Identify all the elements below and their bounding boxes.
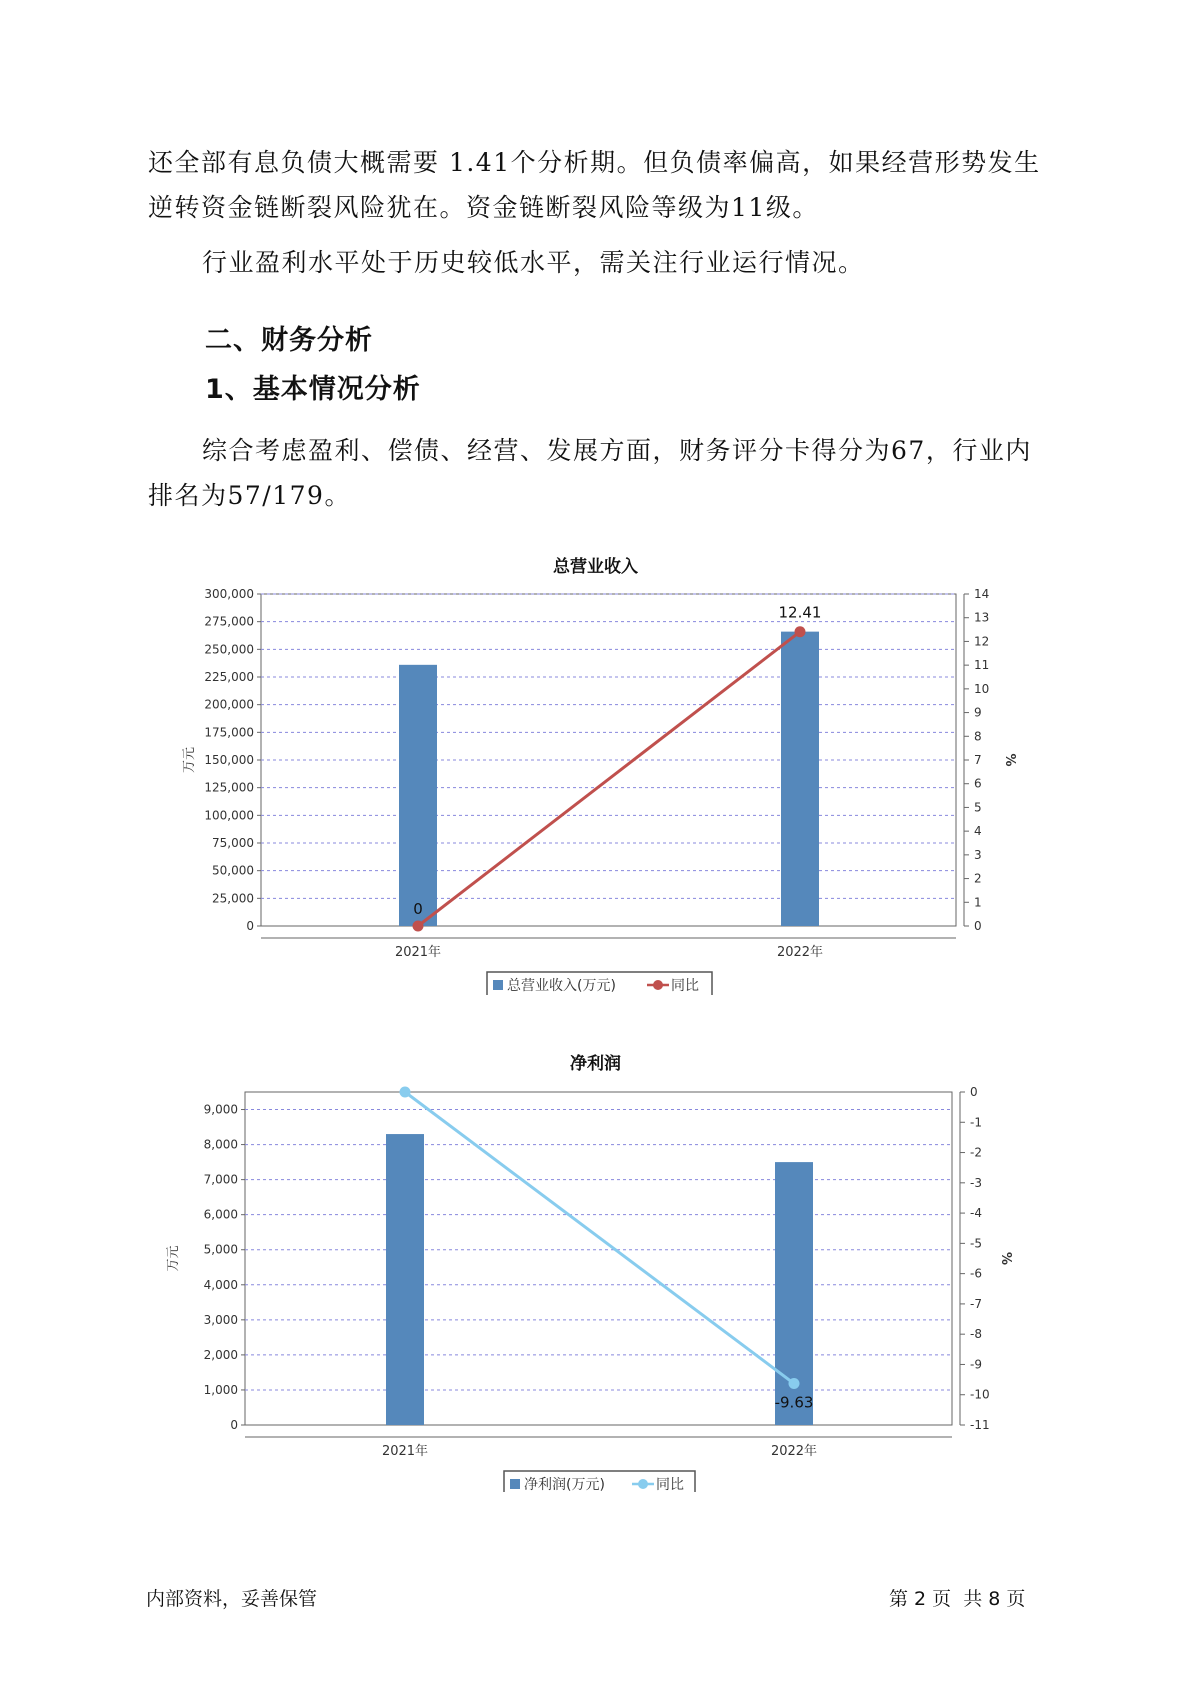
revenue-chart xyxy=(0,575,1191,995)
y2-tick-label: 13 xyxy=(974,610,990,625)
y2-tick-label: 10 xyxy=(974,681,990,696)
y-tick-label: 250,000 xyxy=(204,642,254,657)
section-heading: 二、财务分析 xyxy=(205,325,373,356)
y2-tick-label: -2 xyxy=(970,1145,982,1160)
y2-tick-label: 0 xyxy=(970,1085,978,1099)
data-label: 12.41 xyxy=(778,603,822,622)
yoy-point xyxy=(789,1378,800,1389)
y-tick-label: 4,000 xyxy=(203,1277,238,1292)
y-tick-label: 225,000 xyxy=(204,670,254,684)
y2-tick-label: -9 xyxy=(970,1357,982,1372)
y2-tick-label: 5 xyxy=(974,800,982,815)
paragraph-score: 综合考虑盈利、偿债、经营、发展方面，财务评分卡得分为67，行业内排名为57/179。 xyxy=(148,436,1032,510)
data-label: 0 xyxy=(413,900,423,918)
y2-tick-label: 2 xyxy=(974,871,982,886)
y2-tick-label: -11 xyxy=(970,1418,990,1432)
y2-tick-label: 4 xyxy=(974,824,982,839)
y-tick-label: 300,000 xyxy=(204,587,254,601)
legend-label-bar: 净利润(万元) xyxy=(524,1477,605,1492)
y-tick-label: 7,000 xyxy=(203,1172,238,1187)
y2-tick-label: -6 xyxy=(970,1266,982,1281)
yoy-point xyxy=(795,626,806,637)
y-tick-label: 9,000 xyxy=(203,1102,238,1117)
yoy-point xyxy=(413,921,424,932)
paragraph-debt-risk: 还全部有息负债大概需要 1.41个分析期。但负债率偏高，如果经营形势发生逆转资金链断裂风险犹在。资金链断裂风险等级为11级。 xyxy=(148,148,1041,222)
y2-tick-label: 11 xyxy=(974,658,990,673)
plot-area xyxy=(245,1092,952,1425)
legend-swatch-marker xyxy=(638,1479,648,1489)
x-tick-label: 2021年 xyxy=(394,945,442,960)
y2-tick-label: -8 xyxy=(970,1327,982,1342)
y2-axis-title: % xyxy=(1002,753,1017,767)
y-tick-label: 6,000 xyxy=(203,1207,238,1222)
subsection-heading: 1、基本情况分析 xyxy=(205,374,421,405)
x-tick-label: 2022年 xyxy=(776,945,824,960)
x-tick-label: 2021年 xyxy=(381,1444,429,1459)
bar xyxy=(386,1134,424,1425)
data-label: -9.63 xyxy=(774,1393,814,1412)
net-profit-chart xyxy=(0,1072,1191,1492)
y-tick-label: 25,000 xyxy=(212,891,254,906)
y-tick-label: 8,000 xyxy=(203,1137,238,1152)
x-tick-label: 2022年 xyxy=(770,1444,818,1459)
y2-tick-label: 12 xyxy=(974,634,990,649)
y2-tick-label: 6 xyxy=(974,776,982,791)
y-tick-label: 3,000 xyxy=(203,1312,238,1327)
bar xyxy=(781,632,819,926)
y-tick-label: 175,000 xyxy=(204,725,254,740)
y-tick-label: 0 xyxy=(230,1418,238,1432)
legend-swatch-bar xyxy=(493,980,503,990)
legend-label-line: 同比 xyxy=(656,1477,684,1492)
chart1-title: 总营业收入 xyxy=(553,557,638,577)
y2-tick-label: 1 xyxy=(974,895,982,910)
y-tick-label: 0 xyxy=(246,919,254,933)
y-tick-label: 100,000 xyxy=(204,808,254,823)
y-tick-label: 200,000 xyxy=(204,697,254,712)
y2-tick-label: -7 xyxy=(970,1296,982,1311)
y-tick-label: 275,000 xyxy=(204,614,254,629)
y-tick-label: 1,000 xyxy=(203,1382,238,1397)
y2-tick-label: 9 xyxy=(974,705,982,720)
legend-swatch-bar xyxy=(510,1479,520,1489)
y2-tick-label: 7 xyxy=(974,753,982,767)
paragraph-industry: 行业盈利水平处于历史较低水平，需关注行业运行情况。 xyxy=(202,248,865,277)
y2-tick-label: -1 xyxy=(970,1115,982,1130)
y-tick-label: 50,000 xyxy=(212,863,254,878)
y-axis-title: 万元 xyxy=(182,746,197,774)
yoy-point xyxy=(400,1087,411,1098)
y-tick-label: 125,000 xyxy=(204,780,254,795)
y2-tick-label: -4 xyxy=(970,1206,982,1221)
y2-tick-label: 14 xyxy=(974,587,990,601)
y2-tick-label: -5 xyxy=(970,1236,982,1251)
legend-label-line: 同比 xyxy=(671,978,699,994)
y-tick-label: 75,000 xyxy=(212,836,254,850)
legend-swatch-marker xyxy=(653,980,663,990)
y-axis-title: 万元 xyxy=(166,1245,181,1272)
y2-tick-label: 0 xyxy=(974,919,982,933)
chart2-title: 净利润 xyxy=(570,1054,621,1074)
y2-tick-label: -3 xyxy=(970,1175,982,1190)
y2-tick-label: 8 xyxy=(974,729,982,744)
footer-confidential: 内部资料，妥善保管 xyxy=(146,1588,318,1610)
y2-axis-title: % xyxy=(998,1251,1013,1266)
legend-label-bar: 总营业收入(万元) xyxy=(507,978,616,994)
y-tick-label: 5,000 xyxy=(203,1242,238,1257)
footer-page-number: 第 2 页 共 8 页 xyxy=(889,1588,1026,1610)
bar xyxy=(399,665,437,926)
y-tick-label: 2,000 xyxy=(203,1347,238,1362)
y2-tick-label: -10 xyxy=(970,1387,990,1402)
y-tick-label: 150,000 xyxy=(204,753,254,767)
y2-tick-label: 3 xyxy=(974,847,982,862)
